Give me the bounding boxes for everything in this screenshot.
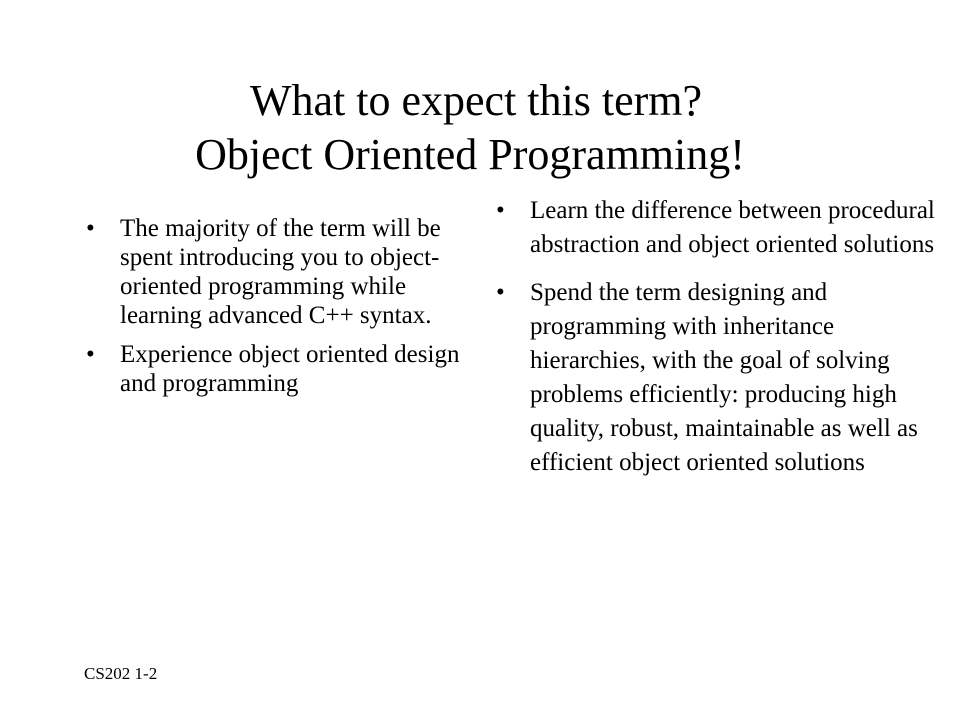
bullet-text: Spend the term designing and programming with inheritance hierarchies, with the goal of solving problems efficiently: producing high quality, robust, maintainable as well as efficient object oriented solutions xyxy=(530,279,918,476)
slide-title-line2: Object Oriented Programming! xyxy=(195,130,745,179)
left-bullet-list xyxy=(86,214,466,408)
bullet-text: The majority of the term will be spent introducing you to object-oriented programming while learning advanced C++ syntax. xyxy=(120,215,441,329)
bullet-icon: • xyxy=(496,279,505,306)
list-item xyxy=(496,276,936,480)
slide-title xyxy=(0,74,960,182)
bullet-icon: • xyxy=(86,215,95,242)
list-item xyxy=(86,214,466,330)
right-bullet-list xyxy=(496,194,936,494)
bullet-text: Learn the difference between procedural abstraction and object oriented solutions xyxy=(530,197,935,258)
slide-footer: CS202 1-2 xyxy=(84,664,158,683)
bullet-icon: • xyxy=(86,341,95,368)
list-item xyxy=(86,340,466,398)
slide-title-line1: What to expect this term? xyxy=(249,76,703,125)
list-item xyxy=(496,194,936,262)
bullet-text: Experience object oriented design and programming xyxy=(120,341,460,397)
bullet-icon: • xyxy=(496,197,505,224)
